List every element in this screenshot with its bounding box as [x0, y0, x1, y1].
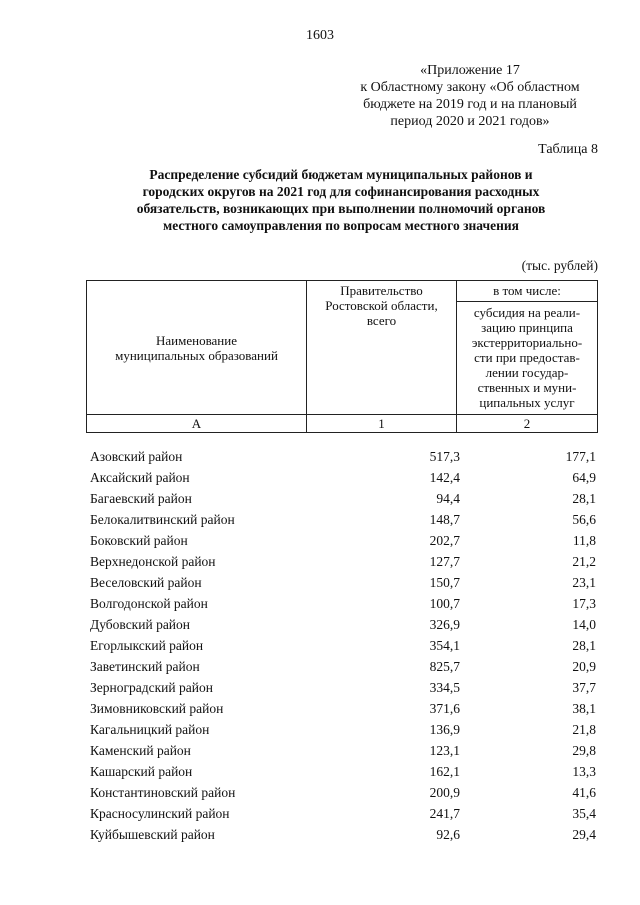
subsidy-value: 38,1: [572, 701, 596, 716]
appendix-line: период 2020 и 2021 годов»: [390, 114, 550, 129]
document-title: [86, 166, 596, 234]
municipality-name: Веселовский район: [90, 575, 202, 590]
total-value: 127,7: [429, 554, 460, 569]
header-total-cell: [307, 281, 457, 415]
subsidy-value: 21,8: [572, 722, 596, 737]
appendix-line: бюджете на 2019 год и на плановый: [363, 97, 577, 112]
page-number: 1603: [306, 28, 334, 43]
municipality-name: Зимовниковский район: [90, 701, 224, 716]
total-value: 825,7: [429, 659, 460, 674]
header-subsidy-line: ственных и муни-: [477, 380, 577, 395]
total-value: 162,1: [429, 764, 460, 779]
table-row: [86, 444, 598, 465]
subsidy-value: 17,3: [572, 596, 596, 611]
municipality-name: Куйбышевский район: [90, 827, 215, 842]
header-name-line: муниципальных образований: [115, 347, 278, 363]
table-row: [86, 801, 598, 822]
header-name-cell: [87, 281, 307, 415]
total-value: 200,9: [429, 785, 460, 800]
total-value: 142,4: [429, 470, 460, 485]
header-total-line: Правительство: [340, 283, 423, 298]
column-number: 2: [457, 415, 598, 433]
table-row: [86, 738, 598, 759]
total-value: 100,7: [429, 596, 460, 611]
subsidy-value: 41,6: [572, 785, 596, 800]
total-value: 354,1: [429, 638, 460, 653]
column-number: А: [87, 415, 307, 433]
header-total-line: Ростовской области,: [325, 298, 438, 313]
subsidy-value: 20,9: [572, 659, 596, 674]
header-subsidy-line: субсидия на реали-: [473, 305, 581, 320]
table-row: [86, 780, 598, 801]
table-row: [86, 465, 598, 486]
subsidy-value: 56,6: [572, 512, 596, 527]
header-total-line: всего: [366, 313, 397, 328]
total-value: 136,9: [429, 722, 460, 737]
table-row: [86, 570, 598, 591]
subsidy-value: 29,8: [572, 743, 596, 758]
header-subsidy-line: ципальных услуг: [479, 395, 575, 410]
municipality-name: Константиновский район: [90, 785, 236, 800]
title-line: обязательств, возникающих при выполнении полномочий органов: [136, 201, 546, 216]
table-row: [86, 486, 598, 507]
title-line: местного самоуправления по вопросам местного значения: [163, 218, 519, 233]
table-label: Таблица 8: [538, 142, 598, 157]
municipality-name: Волгодонской район: [90, 596, 208, 611]
table-row: [86, 507, 598, 528]
table-row: [86, 759, 598, 780]
municipality-name: Боковский район: [90, 533, 188, 548]
appendix-line: «Приложение 17: [420, 63, 520, 78]
subsidy-value: 21,2: [572, 554, 596, 569]
municipality-name: Азовский район: [90, 449, 183, 464]
table-row: [86, 633, 598, 654]
subsidy-value: 11,8: [572, 533, 596, 548]
subsidy-value: 23,1: [572, 575, 596, 590]
units-label: (тыс. рублей): [521, 258, 598, 273]
header-including-cell: в том числе:: [457, 281, 598, 302]
title-line: Распределение субсидий бюджетам муниципальных районов и: [149, 167, 533, 182]
table-row: [86, 654, 598, 675]
header-subsidy-line: зацию принципа: [481, 320, 573, 335]
total-value: 150,7: [429, 575, 460, 590]
municipality-name: Кагальницкий район: [90, 722, 210, 737]
subsidy-value: 28,1: [572, 638, 596, 653]
total-value: 94,4: [436, 491, 460, 506]
subsidy-value: 29,4: [572, 827, 596, 842]
total-value: 517,3: [429, 449, 460, 464]
total-value: 92,6: [436, 827, 460, 842]
table-row: [86, 717, 598, 738]
municipality-name: Зерноградский район: [90, 680, 213, 695]
municipality-name: Дубовский район: [90, 617, 191, 632]
municipality-name: Аксайский район: [90, 470, 190, 485]
municipality-name: Верхнедонской район: [90, 554, 216, 569]
subsidy-value: 28,1: [572, 491, 596, 506]
column-number: 1: [307, 415, 457, 433]
municipality-name: Заветинский район: [90, 659, 200, 674]
header-name-line: Наименование: [156, 332, 237, 348]
header-subsidy-line: сти при предостав-: [474, 350, 580, 365]
total-value: 371,6: [429, 701, 460, 716]
subsidy-value: 37,7: [572, 680, 596, 695]
table-row: [86, 528, 598, 549]
municipality-name: Красносулинский район: [90, 806, 230, 821]
municipality-name: Каменский район: [90, 743, 191, 758]
appendix-line: к Областному закону «Об областном: [360, 80, 580, 95]
table-row: [86, 696, 598, 717]
subsidy-value: 177,1: [565, 449, 596, 464]
subsidy-value: 64,9: [572, 470, 596, 485]
title-line: городских округов на 2021 год для софинансирования расходных: [142, 184, 540, 199]
subsidy-value: 14,0: [572, 617, 596, 632]
table-row: [86, 612, 598, 633]
total-value: 334,5: [429, 680, 460, 695]
table-row: [86, 591, 598, 612]
total-value: 148,7: [429, 512, 460, 527]
municipality-name: Белокалитвинский район: [90, 512, 235, 527]
subsidy-value: 35,4: [572, 806, 596, 821]
municipality-name: Егорлыкский район: [90, 638, 204, 653]
table-body: [86, 444, 598, 843]
municipality-name: Кашарский район: [90, 764, 193, 779]
total-value: 202,7: [429, 533, 460, 548]
municipality-name: Багаевский район: [90, 491, 192, 506]
subsidy-value: 13,3: [572, 764, 596, 779]
table-row: [86, 822, 598, 843]
total-value: 123,1: [429, 743, 460, 758]
header-subsidy-line: экстерриториально-: [471, 335, 583, 350]
header-subsidy-line: лении государ-: [485, 365, 569, 380]
table-header: [86, 280, 598, 433]
header-subsidy-cell: [457, 302, 598, 415]
total-value: 326,9: [429, 617, 460, 632]
appendix-note: [300, 62, 640, 130]
table-row: [86, 549, 598, 570]
table-row: [86, 675, 598, 696]
total-value: 241,7: [429, 806, 460, 821]
